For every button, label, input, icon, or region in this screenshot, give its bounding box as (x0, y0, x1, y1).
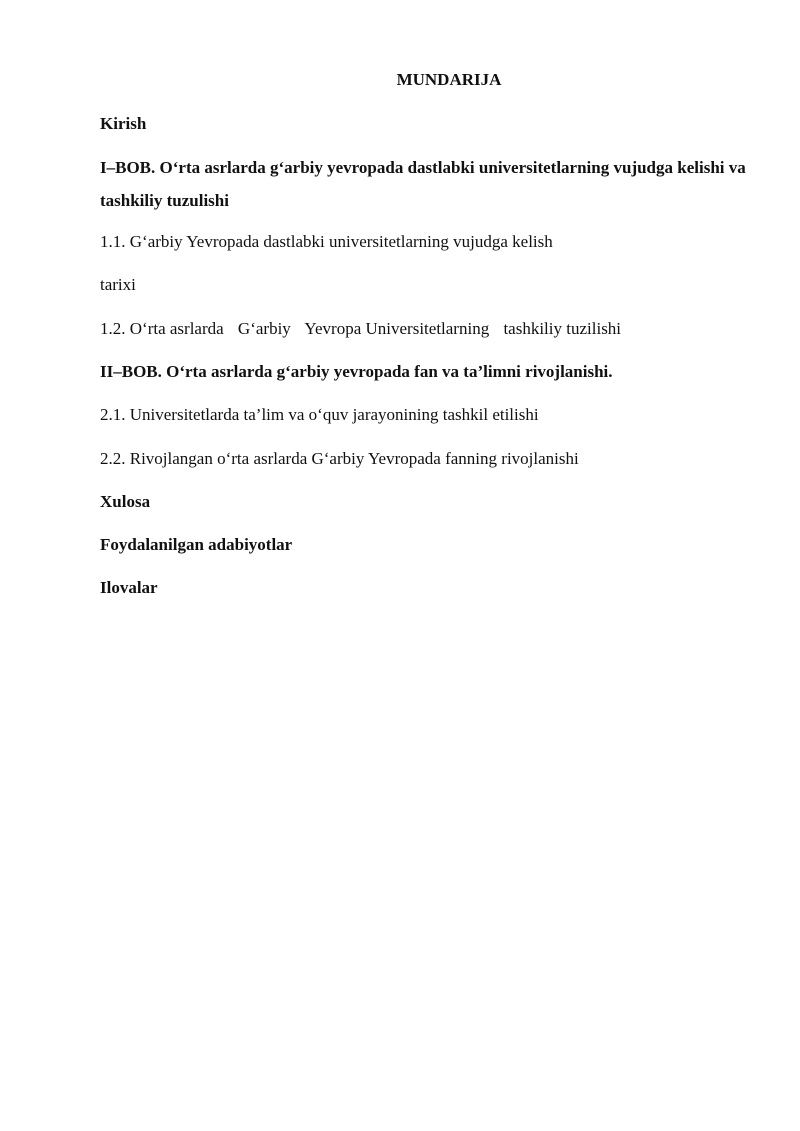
toc-entry-1-2-part-1: 1.2. O‘rta asrlarda (100, 319, 224, 338)
toc-entry-1-1-continued: tarixi (100, 275, 136, 294)
toc-entry-foydalanilgan-adabiyotlar: Foydalanilgan adabiyotlar (100, 535, 293, 554)
toc-entry-1-2-part-2: G‘arbiy (237, 319, 291, 338)
toc-entry-ilovalar: Ilovalar (100, 578, 158, 597)
toc-entry-chapter-2: II–BOB. O‘rta asrlarda g‘arbiy yevropada fan va ta’limni rivojlanishi. (100, 362, 613, 381)
toc-entry-2-1: 2.1. Universitetlarda ta’lim va o‘quv jarayonining tashkil etilishi (100, 405, 539, 424)
toc-entry-1-2 (100, 319, 621, 339)
toc-entry-chapter-1: I–BOB. O‘rta asrlarda g‘arbiy yevropada dastlabki universitetlarning vujudga kelishi va tashkiliy tuzulishi (100, 158, 746, 210)
toc-entry-1-2-part-4: tashkiliy tuzilishi (503, 319, 622, 338)
toc-entry-xulosa: Xulosa (100, 492, 151, 511)
toc-entry-1-1: 1.1. G‘arbiy Yevropada dastlabki universitetlarning vujudga kelish (100, 232, 553, 251)
toc-entry-2-2: 2.2. Rivojlangan o‘rta asrlarda G‘arbiy Yevropada fanning rivojlanishi (100, 449, 579, 468)
toc-entry-kirish: Kirish (100, 114, 147, 133)
toc-entry-1-2-part-3: Yevropa Universitetlarning (304, 319, 490, 338)
page-title: MUNDARIJA (396, 70, 502, 89)
